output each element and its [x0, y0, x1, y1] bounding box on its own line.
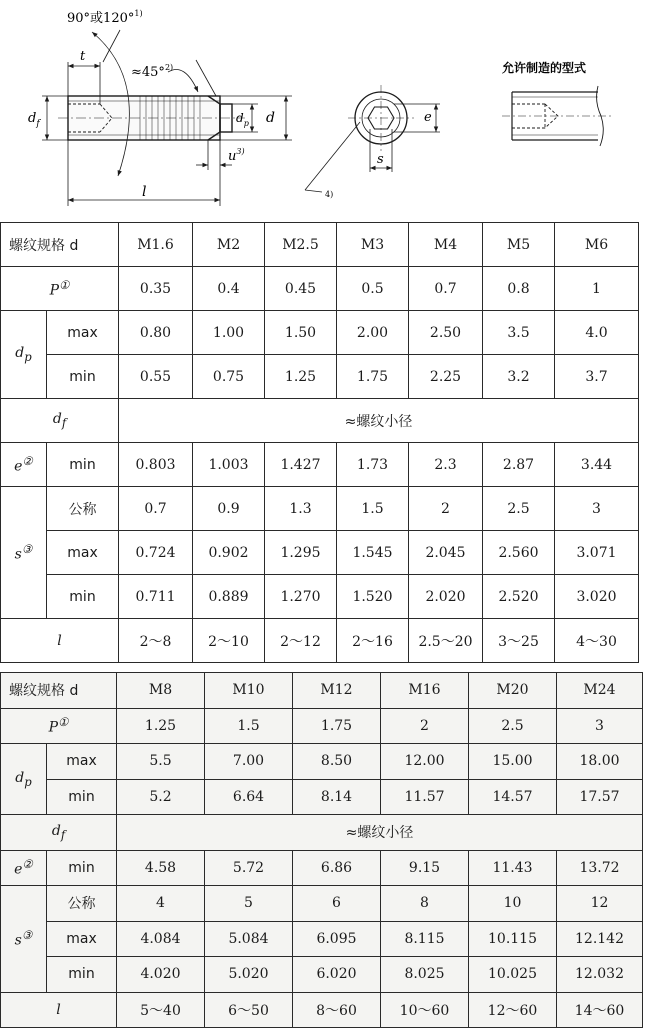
dp-max-cell: 15.00 — [469, 744, 557, 780]
s-min-cell: 2.020 — [409, 575, 483, 619]
pitch-cell: 1.25 — [117, 708, 205, 744]
angle-45-sup: 2) — [164, 63, 174, 72]
e-min-cell: 0.803 — [119, 443, 193, 487]
dp-min-cell: 0.75 — [193, 355, 265, 399]
allowed-form-drawing — [502, 86, 612, 146]
length-cell: 12～60 — [469, 992, 557, 1028]
df-value: ≈螺纹小径 — [119, 399, 639, 443]
e-min-cell: 3.44 — [555, 443, 639, 487]
pitch-label — [1, 267, 119, 311]
table-row-pitch — [1, 708, 643, 744]
size-cell: M12 — [293, 673, 381, 709]
dp-min-cell: 11.57 — [381, 779, 469, 815]
e-min-cell: 5.72 — [205, 850, 293, 886]
pitch-cell: 0.8 — [483, 267, 555, 311]
dim-df-label — [28, 111, 41, 129]
dp-max-cell: 4.0 — [555, 311, 639, 355]
e-min-cell: 2.3 — [409, 443, 483, 487]
length-cell: 10～60 — [381, 992, 469, 1028]
pitch-symbol: P — [49, 282, 59, 299]
dp-max-cell: 12.00 — [381, 744, 469, 780]
table-row-df — [1, 399, 639, 443]
dim-dp-label — [236, 111, 249, 128]
pitch-cell: 0.7 — [409, 267, 483, 311]
s-nom-cell: 1.3 — [265, 487, 337, 531]
min-label: min — [47, 779, 117, 815]
s-note: ③ — [21, 928, 33, 943]
table-row-dp-max — [1, 311, 639, 355]
dp-min-cell: 14.57 — [469, 779, 557, 815]
dp-label — [1, 311, 47, 399]
s-nom-cell: 8 — [381, 886, 469, 922]
s-max-cell: 10.115 — [469, 921, 557, 957]
df-label — [1, 399, 119, 443]
s-min-cell: 0.889 — [193, 575, 265, 619]
note4-leader — [305, 122, 360, 192]
s-min-cell: 4.020 — [117, 957, 205, 993]
s-nom-cell: 1.5 — [337, 487, 409, 531]
dim-dp-d: d — [236, 111, 244, 125]
s-max-cell: 6.095 — [293, 921, 381, 957]
dim-d — [220, 96, 292, 140]
s-min-cell: 10.025 — [469, 957, 557, 993]
s-nom-cell: 2.5 — [483, 487, 555, 531]
nominal-label: 公称 — [47, 886, 117, 922]
dp-max-cell: 18.00 — [557, 744, 643, 780]
size-cell: M4 — [409, 223, 483, 267]
df-sub: f — [61, 415, 67, 430]
screw-end-view — [348, 85, 414, 151]
e-min-cell: 1.73 — [337, 443, 409, 487]
dp-min-cell: 3.2 — [483, 355, 555, 399]
pitch-cell: 0.45 — [265, 267, 337, 311]
header-label: 螺纹规格 d — [1, 673, 117, 709]
size-cell: M10 — [205, 673, 293, 709]
min-label: min — [47, 355, 119, 399]
s-nom-cell: 3 — [555, 487, 639, 531]
dp-min-cell: 0.55 — [119, 355, 193, 399]
s-max-cell: 2.045 — [409, 531, 483, 575]
s-min-cell: 0.711 — [119, 575, 193, 619]
df-value: ≈螺纹小径 — [117, 815, 643, 851]
dp-max-cell: 3.5 — [483, 311, 555, 355]
s-min-cell: 2.520 — [483, 575, 555, 619]
spec-table-m1-6-to-m6 — [0, 222, 639, 663]
pitch-cell: 2 — [381, 708, 469, 744]
dim-df-sub: f — [36, 119, 40, 129]
length-cell: 14～60 — [557, 992, 643, 1028]
dp-max-cell: 8.50 — [293, 744, 381, 780]
length-cell: 5～40 — [117, 992, 205, 1028]
s-max-cell: 0.724 — [119, 531, 193, 575]
angle-45 — [131, 63, 173, 80]
table-row-s-max — [1, 921, 643, 957]
s-symbol: s — [14, 933, 22, 950]
dp-min-cell: 17.57 — [557, 779, 643, 815]
length-cell: 3～25 — [483, 619, 555, 663]
size-cell: M5 — [483, 223, 555, 267]
e-symbol: e — [14, 862, 23, 879]
dp-min-cell: 6.64 — [205, 779, 293, 815]
length-cell: 2～12 — [265, 619, 337, 663]
s-nom-cell: 4 — [117, 886, 205, 922]
pitch-note: ① — [58, 278, 70, 293]
table-row-s-nominal — [1, 886, 643, 922]
screw-side-view — [58, 96, 245, 140]
table-row-df — [1, 815, 643, 851]
dp-max-cell: 1.50 — [265, 311, 337, 355]
length-cell: 4～30 — [555, 619, 639, 663]
table-row-size — [1, 223, 639, 267]
size-cell: M1.6 — [119, 223, 193, 267]
dp-max-cell: 0.80 — [119, 311, 193, 355]
table-row-s-max — [1, 531, 639, 575]
size-cell: M24 — [557, 673, 643, 709]
pitch-label — [1, 708, 117, 744]
s-max-cell: 1.545 — [337, 531, 409, 575]
table-row-e — [1, 850, 643, 886]
dp-label — [1, 744, 47, 815]
s-nom-cell: 12 — [557, 886, 643, 922]
min-label: min — [47, 850, 117, 886]
header-label: 螺纹规格 d — [1, 223, 119, 267]
s-max-cell: 5.084 — [205, 921, 293, 957]
pitch-note: ① — [57, 715, 69, 730]
angle-note — [67, 9, 143, 26]
s-max-cell: 1.295 — [265, 531, 337, 575]
size-cell: M2 — [193, 223, 265, 267]
s-max-cell: 0.902 — [193, 531, 265, 575]
dim-dp-sub: p — [243, 119, 249, 128]
s-max-cell: 12.142 — [557, 921, 643, 957]
length-cell: 8～60 — [293, 992, 381, 1028]
dim-t-label: t — [80, 49, 86, 64]
dp-max-cell: 5.5 — [117, 744, 205, 780]
dp-min-cell: 2.25 — [409, 355, 483, 399]
size-cell: M8 — [117, 673, 205, 709]
angle-45-text: ≈45° — [131, 65, 165, 80]
e-min-cell: 4.58 — [117, 850, 205, 886]
dp-max-cell: 7.00 — [205, 744, 293, 780]
max-label: max — [47, 531, 119, 575]
s-nom-cell: 10 — [469, 886, 557, 922]
length-cell: 2.5～20 — [409, 619, 483, 663]
dp-max-cell: 1.00 — [193, 311, 265, 355]
e-min-cell: 1.427 — [265, 443, 337, 487]
table-row-dp-min — [1, 355, 639, 399]
size-cell: M3 — [337, 223, 409, 267]
pitch-symbol: P — [48, 720, 58, 737]
s-nom-cell: 2 — [409, 487, 483, 531]
s-min-cell: 3.020 — [555, 575, 639, 619]
table-row-dp-min — [1, 779, 643, 815]
size-cell: M16 — [381, 673, 469, 709]
s-nom-cell: 0.9 — [193, 487, 265, 531]
set-screw-drawing — [0, 0, 650, 212]
e-min-cell: 13.72 — [557, 850, 643, 886]
dim-u-label — [228, 147, 245, 164]
e-min-cell: 1.003 — [193, 443, 265, 487]
dp-min-cell: 1.75 — [337, 355, 409, 399]
s-max-cell: 4.084 — [117, 921, 205, 957]
s-min-cell: 1.270 — [265, 575, 337, 619]
length-cell: 2～16 — [337, 619, 409, 663]
s-symbol: s — [14, 546, 22, 563]
dim-u-sup: 3) — [236, 147, 245, 156]
dp-symbol: d — [15, 769, 25, 786]
dim-u — [196, 140, 232, 170]
dp-sub: p — [24, 774, 32, 789]
spec-table-m8-to-m24 — [0, 672, 643, 1028]
e-label — [1, 850, 47, 886]
nominal-label: 公称 — [47, 487, 119, 531]
length-cell: 2～8 — [119, 619, 193, 663]
dim-e-label: e — [424, 110, 432, 125]
pitch-cell: 1 — [555, 267, 639, 311]
s-min-cell: 8.025 — [381, 957, 469, 993]
min-label: min — [47, 443, 119, 487]
allowed-form-label: 允许制造的型式 — [502, 61, 587, 75]
df-symbol: d — [52, 411, 62, 428]
pitch-cell: 0.5 — [337, 267, 409, 311]
pitch-cell: 3 — [557, 708, 643, 744]
angle-note-sup: 1) — [134, 9, 143, 18]
s-min-cell: 1.520 — [337, 575, 409, 619]
pitch-cell: 1.75 — [293, 708, 381, 744]
dp-min-cell: 8.14 — [293, 779, 381, 815]
dp-max-cell: 2.50 — [409, 311, 483, 355]
max-label: max — [47, 744, 117, 780]
pitch-cell: 2.5 — [469, 708, 557, 744]
dp-sub: p — [24, 349, 32, 364]
dp-min-cell: 5.2 — [117, 779, 205, 815]
length-label: l — [1, 619, 119, 663]
table-row-length — [1, 619, 639, 663]
table-row-pitch — [1, 267, 639, 311]
s-label — [1, 886, 47, 993]
size-cell: M6 — [555, 223, 639, 267]
note4-label: 4) — [325, 190, 334, 199]
dp-min-cell: 1.25 — [265, 355, 337, 399]
s-max-cell: 3.071 — [555, 531, 639, 575]
table-row-dp-max — [1, 744, 643, 780]
df-label — [1, 815, 117, 851]
angle-note-text: 90°或120° — [67, 11, 135, 26]
s-nom-cell: 6 — [293, 886, 381, 922]
df-sub: f — [60, 827, 66, 842]
dim-u-text: u — [228, 149, 237, 164]
dim-df-d: d — [28, 111, 37, 126]
size-cell: M2.5 — [265, 223, 337, 267]
pitch-cell: 0.4 — [193, 267, 265, 311]
dp-symbol: d — [15, 345, 25, 362]
table-row-s-min — [1, 957, 643, 993]
max-label: max — [47, 311, 119, 355]
min-label: min — [47, 575, 119, 619]
e-min-cell: 6.86 — [293, 850, 381, 886]
table-row-s-min — [1, 575, 639, 619]
pitch-cell: 0.35 — [119, 267, 193, 311]
s-min-cell: 6.020 — [293, 957, 381, 993]
length-cell: 6～50 — [205, 992, 293, 1028]
dp-min-cell: 3.7 — [555, 355, 639, 399]
s-max-cell: 2.560 — [483, 531, 555, 575]
table-row-length — [1, 992, 643, 1028]
min-label: min — [47, 957, 117, 993]
e-note: ② — [22, 454, 33, 469]
e-min-cell: 11.43 — [469, 850, 557, 886]
table-row-s-nominal — [1, 487, 639, 531]
e-note: ② — [22, 857, 33, 872]
e-min-cell: 9.15 — [381, 850, 469, 886]
dim-d-label: d — [266, 110, 275, 126]
table-row-size — [1, 673, 643, 709]
dim-l-label: l — [142, 184, 147, 200]
length-cell: 2～10 — [193, 619, 265, 663]
s-nom-cell: 0.7 — [119, 487, 193, 531]
dim-45 — [168, 60, 216, 96]
s-min-cell: 12.032 — [557, 957, 643, 993]
s-note: ③ — [21, 542, 33, 557]
dim-s-label: s — [377, 152, 384, 167]
size-cell: M20 — [469, 673, 557, 709]
length-label: l — [1, 992, 117, 1028]
s-nom-cell: 5 — [205, 886, 293, 922]
s-max-cell: 8.115 — [381, 921, 469, 957]
max-label: max — [47, 921, 117, 957]
e-label — [1, 443, 47, 487]
df-symbol: d — [51, 822, 61, 839]
s-label — [1, 487, 47, 619]
table-row-e — [1, 443, 639, 487]
s-min-cell: 5.020 — [205, 957, 293, 993]
dp-max-cell: 2.00 — [337, 311, 409, 355]
pitch-cell: 1.5 — [205, 708, 293, 744]
e-symbol: e — [14, 458, 23, 475]
e-min-cell: 2.87 — [483, 443, 555, 487]
